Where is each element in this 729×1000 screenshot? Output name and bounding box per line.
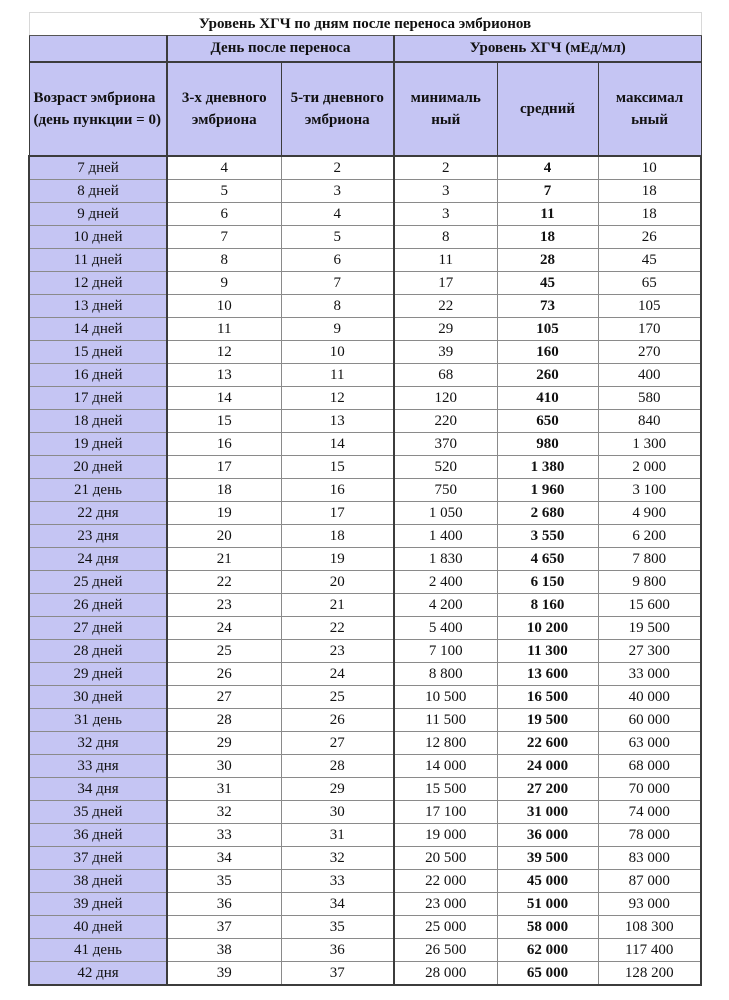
cell-day3: 17 <box>167 456 281 479</box>
cell-max-level: 18 <box>598 203 701 226</box>
cell-embryo-age: 19 дней <box>29 433 167 456</box>
cell-embryo-age: 37 дней <box>29 847 167 870</box>
cell-min-level: 17 100 <box>394 801 497 824</box>
table-row <box>29 939 701 962</box>
table-row <box>29 709 701 732</box>
cell-day5: 35 <box>281 916 394 939</box>
cell-day3: 34 <box>167 847 281 870</box>
cell-day5: 11 <box>281 364 394 387</box>
cell-avg-level: 28 <box>497 249 598 272</box>
cell-max-level: 74 000 <box>598 801 701 824</box>
cell-max-level: 40 000 <box>598 686 701 709</box>
cell-day3: 38 <box>167 939 281 962</box>
cell-min-level: 8 800 <box>394 663 497 686</box>
table-row <box>29 617 701 640</box>
cell-day3: 26 <box>167 663 281 686</box>
cell-day5: 34 <box>281 893 394 916</box>
table-row <box>29 203 701 226</box>
cell-day5: 19 <box>281 548 394 571</box>
table-row <box>29 916 701 939</box>
cell-day5: 18 <box>281 525 394 548</box>
cell-day5: 20 <box>281 571 394 594</box>
table-row <box>29 249 701 272</box>
cell-day5: 31 <box>281 824 394 847</box>
cell-embryo-age: 25 дней <box>29 571 167 594</box>
cell-avg-level: 1 960 <box>497 479 598 502</box>
table-row <box>29 180 701 203</box>
cell-min-level: 10 500 <box>394 686 497 709</box>
hcg-table <box>28 12 702 986</box>
cell-min-level: 22 000 <box>394 870 497 893</box>
cell-embryo-age: 36 дней <box>29 824 167 847</box>
cell-max-level: 128 200 <box>598 962 701 986</box>
cell-day3: 7 <box>167 226 281 249</box>
cell-embryo-age: 41 день <box>29 939 167 962</box>
cell-day3: 11 <box>167 318 281 341</box>
cell-day5: 30 <box>281 801 394 824</box>
cell-avg-level: 51 000 <box>497 893 598 916</box>
cell-embryo-age: 20 дней <box>29 456 167 479</box>
cell-max-level: 1 300 <box>598 433 701 456</box>
cell-day5: 17 <box>281 502 394 525</box>
cell-max-level: 6 200 <box>598 525 701 548</box>
table-row <box>29 156 701 180</box>
cell-embryo-age: 17 дней <box>29 387 167 410</box>
cell-avg-level: 2 680 <box>497 502 598 525</box>
cell-day3: 21 <box>167 548 281 571</box>
cell-day5: 2 <box>281 156 394 180</box>
cell-embryo-age: 31 день <box>29 709 167 732</box>
cell-embryo-age: 32 дня <box>29 732 167 755</box>
cell-day3: 14 <box>167 387 281 410</box>
cell-min-level: 3 <box>394 180 497 203</box>
cell-day3: 36 <box>167 893 281 916</box>
cell-min-level: 120 <box>394 387 497 410</box>
cell-day5: 9 <box>281 318 394 341</box>
cell-day5: 29 <box>281 778 394 801</box>
cell-avg-level: 39 500 <box>497 847 598 870</box>
cell-max-level: 68 000 <box>598 755 701 778</box>
cell-embryo-age: 12 дней <box>29 272 167 295</box>
cell-embryo-age: 27 дней <box>29 617 167 640</box>
cell-avg-level: 410 <box>497 387 598 410</box>
cell-max-level: 26 <box>598 226 701 249</box>
hcg-document <box>28 12 700 986</box>
cell-day5: 25 <box>281 686 394 709</box>
cell-min-level: 5 400 <box>394 617 497 640</box>
cell-day3: 30 <box>167 755 281 778</box>
table-row <box>29 410 701 433</box>
cell-day3: 33 <box>167 824 281 847</box>
cell-avg-level: 16 500 <box>497 686 598 709</box>
cell-day3: 25 <box>167 640 281 663</box>
cell-avg-level: 11 <box>497 203 598 226</box>
cell-max-level: 83 000 <box>598 847 701 870</box>
cell-day5: 26 <box>281 709 394 732</box>
cell-max-level: 63 000 <box>598 732 701 755</box>
cell-max-level: 400 <box>598 364 701 387</box>
header-corner <box>29 36 167 63</box>
table-row <box>29 824 701 847</box>
cell-min-level: 520 <box>394 456 497 479</box>
cell-min-level: 3 <box>394 203 497 226</box>
cell-day3: 28 <box>167 709 281 732</box>
table-row <box>29 318 701 341</box>
cell-max-level: 3 100 <box>598 479 701 502</box>
cell-avg-level: 105 <box>497 318 598 341</box>
cell-max-level: 93 000 <box>598 893 701 916</box>
cell-avg-level: 22 600 <box>497 732 598 755</box>
cell-avg-level: 260 <box>497 364 598 387</box>
table-row <box>29 525 701 548</box>
cell-day3: 24 <box>167 617 281 640</box>
cell-embryo-age: 15 дней <box>29 341 167 364</box>
cell-max-level: 87 000 <box>598 870 701 893</box>
cell-min-level: 22 <box>394 295 497 318</box>
table-row <box>29 548 701 571</box>
cell-day5: 32 <box>281 847 394 870</box>
cell-min-level: 1 400 <box>394 525 497 548</box>
header-avg-level: средний <box>497 62 598 156</box>
cell-avg-level: 58 000 <box>497 916 598 939</box>
cell-embryo-age: 26 дней <box>29 594 167 617</box>
cell-min-level: 370 <box>394 433 497 456</box>
cell-min-level: 19 000 <box>394 824 497 847</box>
cell-min-level: 23 000 <box>394 893 497 916</box>
cell-avg-level: 31 000 <box>497 801 598 824</box>
cell-max-level: 170 <box>598 318 701 341</box>
table-row <box>29 571 701 594</box>
cell-max-level: 60 000 <box>598 709 701 732</box>
cell-day3: 39 <box>167 962 281 986</box>
table-row <box>29 893 701 916</box>
header-max-level: максимал ьный <box>598 62 701 156</box>
cell-embryo-age: 13 дней <box>29 295 167 318</box>
cell-embryo-age: 34 дня <box>29 778 167 801</box>
table-row <box>29 870 701 893</box>
cell-avg-level: 10 200 <box>497 617 598 640</box>
cell-day5: 3 <box>281 180 394 203</box>
table-row <box>29 594 701 617</box>
cell-embryo-age: 40 дней <box>29 916 167 939</box>
cell-day3: 23 <box>167 594 281 617</box>
header-min-level: минималь ный <box>394 62 497 156</box>
cell-embryo-age: 38 дней <box>29 870 167 893</box>
cell-embryo-age: 42 дня <box>29 962 167 986</box>
table-row <box>29 962 701 986</box>
table-row <box>29 663 701 686</box>
table-row <box>29 387 701 410</box>
cell-min-level: 8 <box>394 226 497 249</box>
cell-day3: 32 <box>167 801 281 824</box>
cell-day3: 16 <box>167 433 281 456</box>
cell-min-level: 1 050 <box>394 502 497 525</box>
cell-avg-level: 160 <box>497 341 598 364</box>
cell-day5: 28 <box>281 755 394 778</box>
cell-avg-level: 73 <box>497 295 598 318</box>
cell-max-level: 270 <box>598 341 701 364</box>
cell-day5: 22 <box>281 617 394 640</box>
cell-embryo-age: 21 день <box>29 479 167 502</box>
cell-day5: 24 <box>281 663 394 686</box>
cell-embryo-age: 39 дней <box>29 893 167 916</box>
cell-min-level: 28 000 <box>394 962 497 986</box>
cell-max-level: 580 <box>598 387 701 410</box>
cell-min-level: 12 800 <box>394 732 497 755</box>
cell-embryo-age: 16 дней <box>29 364 167 387</box>
cell-day3: 5 <box>167 180 281 203</box>
cell-day5: 27 <box>281 732 394 755</box>
cell-embryo-age: 9 дней <box>29 203 167 226</box>
cell-day3: 6 <box>167 203 281 226</box>
cell-day3: 27 <box>167 686 281 709</box>
cell-avg-level: 45 000 <box>497 870 598 893</box>
cell-avg-level: 65 000 <box>497 962 598 986</box>
cell-avg-level: 7 <box>497 180 598 203</box>
cell-embryo-age: 18 дней <box>29 410 167 433</box>
cell-avg-level: 36 000 <box>497 824 598 847</box>
table-row <box>29 732 701 755</box>
cell-day5: 37 <box>281 962 394 986</box>
group-day-after-transfer: День после переноса <box>167 36 394 63</box>
cell-avg-level: 24 000 <box>497 755 598 778</box>
cell-day3: 19 <box>167 502 281 525</box>
cell-embryo-age: 22 дня <box>29 502 167 525</box>
table-row <box>29 686 701 709</box>
cell-avg-level: 27 200 <box>497 778 598 801</box>
cell-day3: 15 <box>167 410 281 433</box>
cell-day5: 4 <box>281 203 394 226</box>
cell-avg-level: 3 550 <box>497 525 598 548</box>
cell-max-level: 117 400 <box>598 939 701 962</box>
group-hcg-level: Уровень ХГЧ (мЕд/мл) <box>394 36 701 63</box>
table-row <box>29 295 701 318</box>
table-row <box>29 502 701 525</box>
table-row <box>29 847 701 870</box>
table-title: Уровень ХГЧ по дням после переноса эмбрионов <box>29 13 701 36</box>
cell-min-level: 7 100 <box>394 640 497 663</box>
cell-min-level: 11 500 <box>394 709 497 732</box>
cell-embryo-age: 14 дней <box>29 318 167 341</box>
cell-max-level: 45 <box>598 249 701 272</box>
cell-min-level: 15 500 <box>394 778 497 801</box>
cell-min-level: 26 500 <box>394 939 497 962</box>
table-row <box>29 341 701 364</box>
table-row <box>29 479 701 502</box>
cell-min-level: 4 200 <box>394 594 497 617</box>
table-row <box>29 433 701 456</box>
cell-embryo-age: 11 дней <box>29 249 167 272</box>
cell-avg-level: 980 <box>497 433 598 456</box>
table-row <box>29 755 701 778</box>
cell-min-level: 20 500 <box>394 847 497 870</box>
table-row <box>29 801 701 824</box>
cell-day5: 8 <box>281 295 394 318</box>
cell-day3: 37 <box>167 916 281 939</box>
cell-embryo-age: 23 дня <box>29 525 167 548</box>
cell-min-level: 11 <box>394 249 497 272</box>
cell-day3: 35 <box>167 870 281 893</box>
cell-day5: 33 <box>281 870 394 893</box>
cell-day5: 21 <box>281 594 394 617</box>
cell-day5: 23 <box>281 640 394 663</box>
cell-day3: 13 <box>167 364 281 387</box>
cell-day5: 12 <box>281 387 394 410</box>
cell-max-level: 70 000 <box>598 778 701 801</box>
table-body <box>29 156 701 985</box>
cell-embryo-age: 33 дня <box>29 755 167 778</box>
cell-min-level: 14 000 <box>394 755 497 778</box>
cell-day3: 12 <box>167 341 281 364</box>
cell-embryo-age: 28 дней <box>29 640 167 663</box>
table-row <box>29 226 701 249</box>
cell-min-level: 2 <box>394 156 497 180</box>
cell-day3: 31 <box>167 778 281 801</box>
cell-avg-level: 11 300 <box>497 640 598 663</box>
cell-max-level: 105 <box>598 295 701 318</box>
cell-avg-level: 8 160 <box>497 594 598 617</box>
cell-avg-level: 13 600 <box>497 663 598 686</box>
cell-max-level: 2 000 <box>598 456 701 479</box>
cell-max-level: 4 900 <box>598 502 701 525</box>
cell-day3: 4 <box>167 156 281 180</box>
cell-day5: 6 <box>281 249 394 272</box>
cell-max-level: 15 600 <box>598 594 701 617</box>
cell-max-level: 840 <box>598 410 701 433</box>
cell-day5: 13 <box>281 410 394 433</box>
cell-avg-level: 1 380 <box>497 456 598 479</box>
cell-day5: 5 <box>281 226 394 249</box>
cell-avg-level: 45 <box>497 272 598 295</box>
table-row <box>29 272 701 295</box>
cell-max-level: 65 <box>598 272 701 295</box>
cell-avg-level: 62 000 <box>497 939 598 962</box>
cell-max-level: 33 000 <box>598 663 701 686</box>
cell-embryo-age: 35 дней <box>29 801 167 824</box>
cell-min-level: 29 <box>394 318 497 341</box>
cell-max-level: 108 300 <box>598 916 701 939</box>
cell-avg-level: 4 <box>497 156 598 180</box>
cell-max-level: 78 000 <box>598 824 701 847</box>
cell-max-level: 9 800 <box>598 571 701 594</box>
table-row <box>29 456 701 479</box>
header-day5-embryo: 5-ти дневного эмбриона <box>281 62 394 156</box>
cell-day5: 36 <box>281 939 394 962</box>
cell-max-level: 7 800 <box>598 548 701 571</box>
header-embryo-age: Возраст эмбриона (день пункции = 0) <box>29 62 167 156</box>
cell-min-level: 39 <box>394 341 497 364</box>
cell-min-level: 220 <box>394 410 497 433</box>
cell-day3: 18 <box>167 479 281 502</box>
cell-embryo-age: 24 дня <box>29 548 167 571</box>
table-row <box>29 778 701 801</box>
cell-max-level: 27 300 <box>598 640 701 663</box>
cell-day5: 10 <box>281 341 394 364</box>
cell-min-level: 25 000 <box>394 916 497 939</box>
header-day3-embryo: 3-х дневного эмбриона <box>167 62 281 156</box>
cell-day3: 22 <box>167 571 281 594</box>
cell-embryo-age: 10 дней <box>29 226 167 249</box>
cell-day3: 20 <box>167 525 281 548</box>
cell-max-level: 18 <box>598 180 701 203</box>
cell-day3: 10 <box>167 295 281 318</box>
table-row <box>29 640 701 663</box>
cell-avg-level: 650 <box>497 410 598 433</box>
cell-day5: 7 <box>281 272 394 295</box>
cell-min-level: 750 <box>394 479 497 502</box>
cell-min-level: 2 400 <box>394 571 497 594</box>
cell-avg-level: 19 500 <box>497 709 598 732</box>
cell-avg-level: 4 650 <box>497 548 598 571</box>
cell-avg-level: 6 150 <box>497 571 598 594</box>
table-row <box>29 364 701 387</box>
cell-day3: 8 <box>167 249 281 272</box>
cell-max-level: 19 500 <box>598 617 701 640</box>
cell-day5: 15 <box>281 456 394 479</box>
cell-day3: 29 <box>167 732 281 755</box>
cell-min-level: 1 830 <box>394 548 497 571</box>
cell-embryo-age: 8 дней <box>29 180 167 203</box>
cell-avg-level: 18 <box>497 226 598 249</box>
cell-day3: 9 <box>167 272 281 295</box>
cell-day5: 16 <box>281 479 394 502</box>
cell-embryo-age: 30 дней <box>29 686 167 709</box>
cell-min-level: 17 <box>394 272 497 295</box>
cell-embryo-age: 29 дней <box>29 663 167 686</box>
cell-max-level: 10 <box>598 156 701 180</box>
cell-min-level: 68 <box>394 364 497 387</box>
cell-day5: 14 <box>281 433 394 456</box>
cell-embryo-age: 7 дней <box>29 156 167 180</box>
